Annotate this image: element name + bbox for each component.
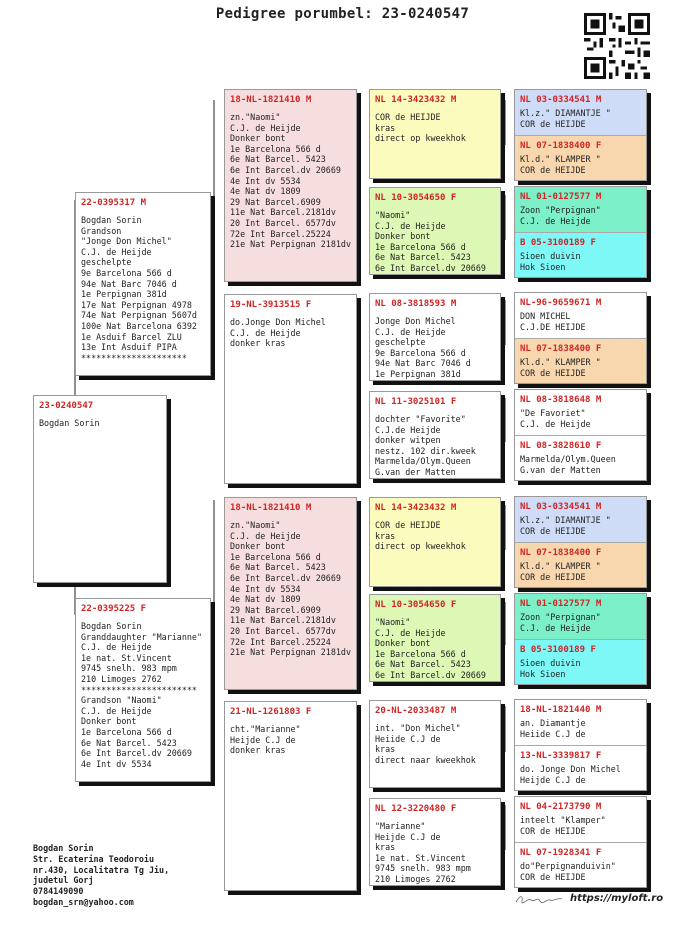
ring-number: NL 14-3423432 M xyxy=(375,95,457,105)
website-link[interactable]: https://myloft.ro xyxy=(570,893,664,904)
pigeon-details: Bogdan Sorin Granddaughter "Marianne" C.J. de Heijde 1e nat. St.Vincent 9745 snelh. 983 mpm 210 Limoges 2762 *********************** Grandson "Naomi" C.J. de Heijde Donker bont 1e Barcelona 566 d 6e Nat Barcel. 5423 6e Int Barcel.dv 20669 4e Int dv 5534 xyxy=(81,621,203,769)
pedigree-card-subject[interactable] xyxy=(33,395,167,583)
ring-number: NL-96-9659671 M xyxy=(520,298,602,308)
ring-number: NL 10-3054650 F xyxy=(375,600,457,610)
pedigree-card-gen4-15[interactable] xyxy=(515,797,646,842)
pigeon-details: do. Jonge Don Michel Heijde C.J de xyxy=(520,764,621,785)
pedigree-card-gen4-8[interactable] xyxy=(515,435,646,480)
pigeon-details: "Naomi" C.J. de Heijde Donker bont 1e Barcelona 566 d 6e Nat Barcel. 5423 6e Int Barcel.dv 20669 xyxy=(375,617,486,680)
pedigree-card-gen4-2[interactable] xyxy=(515,135,646,180)
pigeon-details: an. Diamantje Heiide C.J de xyxy=(520,718,586,739)
ring-number: 18-NL-1821440 M xyxy=(520,705,602,715)
pigeon-details: "Marianne" Heijde C.J de kras 1e nat. St.Vincent 9745 snelh. 983 mpm 210 Limoges 2762 xyxy=(375,821,471,884)
pigeon-details: COR de HEIJDE kras direct op kweekhok xyxy=(375,520,466,552)
pigeon-details: Sioen duivin Hok Sioen xyxy=(520,658,581,679)
pigeon-details: "De Favoriet" C.J. de Heijde xyxy=(520,408,591,429)
ring-number: 23-0240547 xyxy=(39,401,94,411)
pedigree-card-gen4-pair-1[interactable] xyxy=(514,89,647,181)
ring-number: 18-NL-1821410 M xyxy=(230,95,312,105)
pedigree-card-gen2-4[interactable] xyxy=(224,701,357,891)
pedigree-card-gen4-pair-7[interactable] xyxy=(514,699,647,791)
signature-icon xyxy=(514,893,564,905)
pigeon-details: do.Jonge Don Michel C.J. de Heijde donker kras xyxy=(230,317,326,349)
ring-number: NL 03-0334541 M xyxy=(520,95,602,105)
pedigree-card-gen4-10[interactable] xyxy=(515,542,646,587)
pedigree-card-gen4-5[interactable] xyxy=(515,293,646,338)
ring-number: 21-NL-1261803 F xyxy=(230,707,312,717)
pedigree-card-gen4-11[interactable] xyxy=(515,594,646,639)
page-title: Pedigree porumbel: 23-0240547 xyxy=(215,6,470,22)
pedigree-card-gen3-6[interactable] xyxy=(369,594,501,682)
pedigree-card-gen4-9[interactable] xyxy=(515,497,646,542)
ring-number: B 05-3100189 F xyxy=(520,238,596,248)
ring-number: NL 07-1838400 F xyxy=(520,548,602,558)
pedigree-card-sire[interactable] xyxy=(75,192,211,376)
pedigree-card-gen3-4[interactable] xyxy=(369,391,501,479)
pigeon-details: Bogdan Sorin Grandson "Jonge Don Michel" C.J. de Heijde geschelpte 9e Barcelona 566 d 94e Nat Barc 7046 d 1e Perpignan 381d 17e Nat Perpignan 4978 74e Nat Perpignan 5607d 100e Nat Barcelona 6392 1e Asduif Barcel ZLU 13e Int Asduif PIPA ********************* xyxy=(81,215,197,363)
pedigree-card-gen3-5[interactable] xyxy=(369,497,501,587)
pigeon-details: do"Perpignanduivin" COR de HEIJDE xyxy=(520,861,616,882)
ring-number: NL 11-3025101 F xyxy=(375,397,457,407)
ring-number: NL 08-3818648 M xyxy=(520,395,602,405)
ring-number: 22-0395317 M xyxy=(81,198,147,208)
pedigree-card-gen4-1[interactable] xyxy=(515,90,646,135)
ring-number: NL 07-1928341 F xyxy=(520,848,602,858)
pigeon-details: Kl.d." KLAMPER " COR de HEIJDE xyxy=(520,154,601,175)
ring-number: NL 14-3423432 M xyxy=(375,503,457,513)
ring-number: NL 04-2173790 M xyxy=(520,802,602,812)
pedigree-card-dam[interactable] xyxy=(75,598,211,782)
pigeon-details: COR de HEIJDE kras direct op kweekhok xyxy=(375,112,466,144)
pigeon-details: Bogdan Sorin xyxy=(39,418,100,428)
pedigree-card-gen3-8[interactable] xyxy=(369,798,501,886)
ring-number: 13-NL-3339817 F xyxy=(520,751,602,761)
pedigree-card-gen4-6[interactable] xyxy=(515,338,646,383)
pigeon-details: Kl.d." KLAMPER " COR de HEIJDE xyxy=(520,357,601,378)
pedigree-card-gen4-pair-2[interactable] xyxy=(514,186,647,278)
pedigree-card-gen3-2[interactable] xyxy=(369,187,501,275)
pedigree-card-gen4-pair-6[interactable] xyxy=(514,593,647,685)
ring-number: NL 08-3818593 M xyxy=(375,299,457,309)
pedigree-card-gen4-pair-8[interactable] xyxy=(514,796,647,888)
pedigree-card-gen2-3[interactable] xyxy=(224,497,357,690)
pedigree-card-gen3-7[interactable] xyxy=(369,700,501,788)
ring-number: NL 10-3054650 F xyxy=(375,193,457,203)
pedigree-card-gen4-13[interactable] xyxy=(515,700,646,745)
pedigree-card-gen2-2[interactable] xyxy=(224,294,357,484)
pigeon-details: Zoon "Perpignan" C.J. de Heijde xyxy=(520,205,601,226)
ring-number: NL 07-1838400 F xyxy=(520,141,602,151)
ring-number: 19-NL-3913515 F xyxy=(230,300,312,310)
owner-contact: Bogdan Sorin Str. Ecaterina Teodoroiu nr.430, Localitatra Tg Jiu, judetul Gorj 0784149090 bogdan_srn@yahoo.com xyxy=(33,843,170,907)
pigeon-details: dochter "Favorite" C.J.de Heijde donker witpen nestz. 102 dir.kweek Marmelda/Olym.Queen G.van der Matten xyxy=(375,414,476,477)
ring-number: 18-NL-1821410 M xyxy=(230,503,312,513)
ring-number: 20-NL-2033487 M xyxy=(375,706,457,716)
pigeon-details: Marmelda/Olym.Queen G.van der Matten xyxy=(520,454,616,475)
pedigree-card-gen4-3[interactable] xyxy=(515,187,646,232)
pigeon-details: DON MICHEL C.J.DE HEIJDE xyxy=(520,311,586,332)
pedigree-card-gen4-pair-4[interactable] xyxy=(514,389,647,481)
pigeon-details: zn."Naomi" C.J. de Heijde Donker bont 1e Barcelona 566 d 6e Nat Barcel. 5423 6e Int Barcel.dv 20669 4e Int dv 5534 4e Nat dv 1809 29 Nat Barcel.6909 11e Nat Barcel.2181dv 20 Int Barcel. 6577dv 72e Int Barcel.25224 21e Nat Perpignan 2181dv xyxy=(230,112,352,250)
ring-number: NL 08-3828610 F xyxy=(520,441,602,451)
pigeon-details: Zoon "Perpignan" C.J. de Heijde xyxy=(520,612,601,633)
pedigree-card-gen4-16[interactable] xyxy=(515,842,646,887)
pedigree-card-gen4-4[interactable] xyxy=(515,232,646,277)
pigeon-details: int. "Don Michel" Heiide C.J de kras direct naar kweekhok xyxy=(375,723,476,765)
pedigree-card-gen3-1[interactable] xyxy=(369,89,501,179)
ring-number: NL 03-0334541 M xyxy=(520,502,602,512)
pedigree-card-gen4-14[interactable] xyxy=(515,745,646,790)
pedigree-card-gen4-7[interactable] xyxy=(515,390,646,435)
pigeon-details: Jonge Don Michel C.J. de Heijde geschelpte 9e Barcelona 566 d 94e Nat Barc 7046 d 1e Perpignan 381d xyxy=(375,316,471,379)
pigeon-details: cht."Marianne" Heijde C.J de donker kras xyxy=(230,724,301,756)
pigeon-details: zn."Naomi" C.J. de Heijde Donker bont 1e Barcelona 566 d 6e Nat Barcel. 5423 6e Int Barcel.dv 20669 4e Int dv 5534 4e Nat dv 1809 29 Nat Barcel.6909 11e Nat Barcel.2181dv 20 Int Barcel. 6577dv 72e Int Barcel.25224 21e Nat Perpignan 2181dv xyxy=(230,520,352,658)
pigeon-details: Kl.z." DIAMANTJE " COR de HEIJDE xyxy=(520,515,611,536)
ring-number: NL 01-0127577 M xyxy=(520,599,602,609)
pigeon-details: Kl.d." KLAMPER " COR de HEIJDE xyxy=(520,561,601,582)
pigeon-details: Kl.z." DIAMANTJE " COR de HEIJDE xyxy=(520,108,611,129)
pigeon-details: Sioen duivin Hok Sioen xyxy=(520,251,581,272)
pigeon-details: "Naomi" C.J. de Heijde Donker bont 1e Barcelona 566 d 6e Nat Barcel. 5423 6e Int Barcel.dv 20669 xyxy=(375,210,486,273)
ring-number: NL 07-1838400 F xyxy=(520,344,602,354)
pedigree-card-gen4-pair-5[interactable] xyxy=(514,496,647,588)
ring-number: NL 01-0127577 M xyxy=(520,192,602,202)
pedigree-card-gen2-1[interactable] xyxy=(224,89,357,282)
ring-number: NL 12-3220480 F xyxy=(375,804,457,814)
ring-number: B 05-3100189 F xyxy=(520,645,596,655)
ring-number: 22-0395225 F xyxy=(81,604,147,614)
pedigree-card-gen3-3[interactable] xyxy=(369,293,501,381)
pigeon-details: inteelt "Klamper" COR de HEIJDE xyxy=(520,815,606,836)
pedigree-card-gen4-pair-3[interactable] xyxy=(514,292,647,384)
pedigree-card-gen4-12[interactable] xyxy=(515,639,646,684)
